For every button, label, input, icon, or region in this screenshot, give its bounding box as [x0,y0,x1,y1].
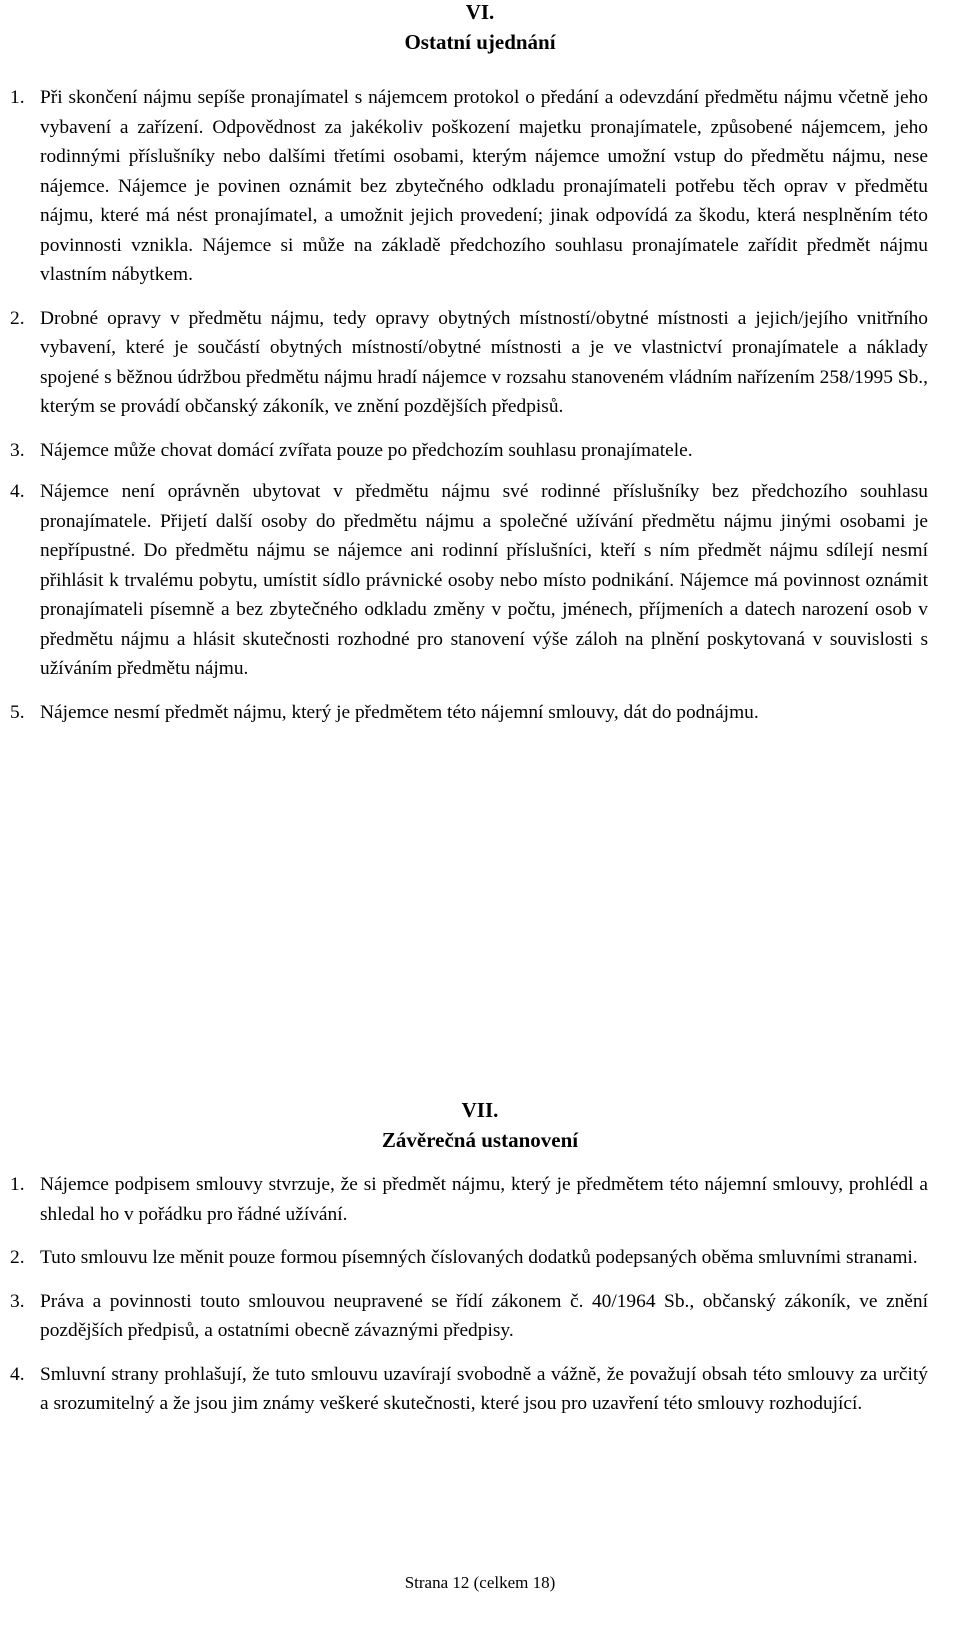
item-number: 5. [10,701,25,723]
item-text: Nájemce podpisem smlouvy stvrzuje, že si předmět nájmu, který je předmětem této nájemní smlouvy, prohlédl a shledal ho v pořádku pro řádné užívání. [40,1174,928,1225]
section-6-item-1 [10,83,928,290]
item-text: Smluvní strany prohlašují, že tuto smlouvu uzavírají svobodně a vážně, že považují obsah této smlouvy za určitý a srozumitelný a že jsou jim známy veškeré skutečnosti, které jsou pro uzavření této smlouvy rozhodující. [40,1363,928,1414]
section-7-list [10,1170,928,1433]
item-number: 4. [10,1363,25,1385]
section-7-title: Závěrečná ustanovení [381,1128,579,1152]
item-text: Práva a povinnosti touto smlouvou neupravené se řídí zákonem č. 40/1964 Sb., občanský zákoník, ve znění pozdějších předpisů, a ostatními obecně závaznými předpisy. [40,1290,928,1341]
section-6-list [10,83,928,741]
section-7-item-3 [10,1287,928,1346]
section-7-item-1 [10,1170,928,1229]
item-text: Nájemce nesmí předmět nájmu, který je předmětem této nájemní smlouvy, dát do podnájmu. [40,701,759,723]
item-text: Nájemce může chovat domácí zvířata pouze po předchozím souhlasu pronajímatele. [40,439,693,461]
item-number: 3. [10,439,25,461]
item-text: Drobné opravy v předmětu nájmu, tedy opravy obytných místností/obytné místnosti a jejich/jejího vnitřního vybavení, které je součástí obytných místností/obytné místnosti a je ve vlastnictví pronajímatele a náklady spojené s běžnou údržbou předmětu nájmu hradí nájemce v rozsahu stanoveném vládním nařízením 258/1995 Sb., kterým se provádí občanský zákoník, ve znění pozdějších předpisů. [40,307,928,417]
item-number: 2. [10,1247,25,1268]
section-6-title: Ostatní ujednání [404,30,556,54]
item-number: 1. [10,87,25,108]
section-6-heading [0,0,960,57]
section-6-item-4 [10,477,928,684]
section-7-item-2 [10,1243,928,1273]
item-number: 2. [10,307,25,329]
item-number: 4. [10,481,25,502]
page-footer: Strana 12 (celkem 18) [404,1573,556,1592]
section-6-number: VI. [465,0,495,24]
section-6-item-3 [10,436,928,466]
section-7-number: VII. [461,1098,499,1122]
item-text: Při skončení nájmu sepíše pronajímatel s nájemcem protokol o předání a odevzdání předmětu nájmu včetně jeho vybavení a zařízení. Odpovědnost za jakékoliv poškození majetku pronajímatele, způsobené nájemcem, jeho rodinnými příslušníky nebo dalšími třetími osobami, kterým nájemce umožní vstup do předmětu nájmu, nese nájemce. Nájemce je povinen oznámit bez zbytečného odkladu pronajímateli potřebu těch oprav v předmětu nájmu, které má nést pronajímatel, a umožnit jejich provedení; jinak odpovídá za škodu, která nesplněním této povinnosti vznikla. Nájemce si může na základě předchozího souhlasu pronajímatele zařídit předmět nájmu vlastním nábytkem. [40,87,928,285]
section-7-heading [0,1095,960,1155]
section-6-item-2 [10,304,928,422]
item-text: Nájemce není oprávněn ubytovat v předmětu nájmu své rodinné příslušníky bez předchozího souhlasu pronajímatele. Přijetí další osoby do předmětu nájmu a společné užívání předmětu nájmu jinými osobami je nepřípustné. Do předmětu nájmu se nájemce ani rodinní příslušníci, kteří s ním předmět nájmu sdílejí nesmí přihlásit k trvalému pobytu, umístit sídlo právnické osoby nebo místo podnikání. Nájemce má povinnost oznámit pronajímateli písemně a bez zbytečného odkladu změny v počtu, jménech, příjmeních a datech narození osob v předmětu nájmu a hlásit skutečnosti rozhodné pro stanovení výše záloh na plnění poskytovaná v souvislosti s užíváním předmětu nájmu. [40,481,928,679]
section-6-item-5 [10,698,928,728]
section-7-item-4 [10,1360,928,1419]
item-number: 3. [10,1290,25,1312]
item-text: Tuto smlouvu lze měnit pouze formou písemných číslovaných dodatků podepsaných oběma smluvními stranami. [40,1247,918,1268]
item-number: 1. [10,1174,25,1195]
